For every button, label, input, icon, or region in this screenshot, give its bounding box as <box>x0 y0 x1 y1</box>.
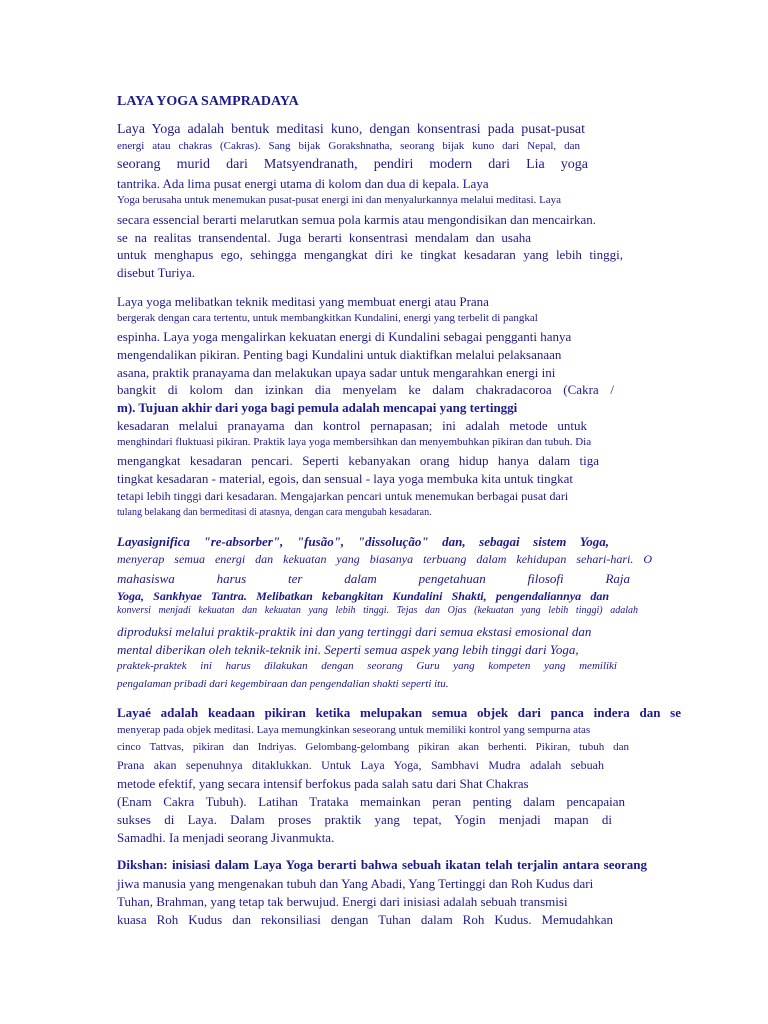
text-line: metode efektif, yang secara intensif berfokus pada salah satu dari Shat Chakras <box>117 776 529 791</box>
text-line: (Enam Cakra Tubuh). Latihan Trataka memainkan peran penting dalam pencapaian <box>117 794 625 809</box>
text-line: praktek-praktek ini harus dilakukan dengan seorang Guru yang kompeten yang memiliki <box>117 660 617 672</box>
text-line: asana, praktik pranayama dan melakukan upaya sadar untuk mengarahkan energi ini <box>117 365 556 380</box>
text-line: menyerap pada objek meditasi. Laya memungkinkan seseorang untuk memiliki kontrol yang sempurna atas <box>117 724 591 736</box>
text-line: kuasa Roh Kudus dan rekonsiliasi dengan Tuhan dalam Roh Kudus. Memudahkan <box>117 912 613 927</box>
text-line: mengangkat kesadaran pencari. Seperti kebanyakan orang hidup hanya dalam tiga <box>117 453 599 468</box>
text-line: Tuhan, Brahman, yang tetap tak berwujud. Energi dari inisiasi adalah sebuah transmisi <box>117 894 568 909</box>
text-line: espinha. Laya yoga mengalirkan kekuatan energi di Kundalini sebagai pengganti hanya <box>117 329 572 344</box>
text-line: Samadhi. Ia menjadi seorang Jivanmukta. <box>117 830 335 845</box>
text-line: konversi menjadi kekuatan dan kekuatan yang lebih tinggi. Tejas dan Ojas (kekuatan yang lebih tinggi) adalah <box>117 605 638 616</box>
text-line: bangkit di kolom dan izinkan dia menyelam ke dalam chakradacoroa (Cakra / <box>117 382 614 397</box>
text-line: Laya yoga melibatkan teknik meditasi yang membuat energi atau Prana <box>117 294 489 309</box>
text-line: menghindari fluktuasi pikiran. Praktik laya yoga membersihkan dan menyembuhkan pikiran dan tubuh. Dia <box>117 436 592 448</box>
text-line: mental diberikan oleh teknik-teknik ini. Seperti semua aspek yang lebih tinggi dari Yoga, <box>117 642 579 657</box>
text-line: diproduksi melalui praktik-praktik ini dan yang tertinggi dari semua ekstasi emosional dan <box>117 624 592 639</box>
text-line: mengendalikan pikiran. Penting bagi Kundalini untuk diaktifkan melalui pelaksanaan <box>117 347 562 362</box>
text-line: kesadaran melalui pranayama dan kontrol pernapasan; ini adalah metode untuk <box>117 418 587 433</box>
text-line: Yoga, Sankhyae Tantra. Melibatkan kebangkitan Kundalini Shakti, pengendaliannya dan <box>117 589 609 603</box>
text-line: Prana akan sepenuhnya ditaklukkan. Untuk Laya Yoga, Sambhavi Mudra adalah sebuah <box>117 758 604 772</box>
text-line: Layaé adalah keadaan pikiran ketika melupakan semua objek dari panca indera dan se <box>117 705 681 720</box>
text-line: cinco Tattvas, pikiran dan Indriyas. Gelombang-gelombang pikiran akan berhenti. Pikiran, tubuh dan <box>117 741 629 753</box>
text-line: secara essencial berarti melarutkan semua pola karmis atau mengondisikan dan mencairkan. <box>117 212 597 227</box>
text-line: Dikshan: inisiasi dalam Laya Yoga berarti bahwa sebuah ikatan telah terjalin antara seorang <box>117 857 647 872</box>
text-line: jiwa manusia yang mengenakan tubuh dan Yang Abadi, Yang Tertinggi dan Roh Kudus dari <box>117 876 594 891</box>
text-line: untuk menghapus ego, sehingga mengangkat diri ke tingkat kesadaran yang lebih tinggi, <box>117 247 623 262</box>
text-line: se na realitas transendental. Juga berarti konsentrasi mendalam dan usaha <box>117 230 531 245</box>
text-line: m). Tujuan akhir dari yoga bagi pemula adalah mencapai yang tertinggi <box>117 400 518 415</box>
text-line: tulang belakang dan bermeditasi di atasnya, dengan cara mengubah kesadaran. <box>117 507 432 518</box>
page-title: LAYA YOGA SAMPRADAYA <box>117 94 299 109</box>
text-line: tingkat kesadaran - material, egois, dan sensual - laya yoga membuka kita untuk tingkat <box>117 471 573 486</box>
text-line: menyerap semua energi dan kekuatan yang biasanya terbuang dalam kehidupan sehari-hari. O <box>117 552 652 566</box>
text-line: Laya Yoga adalah bentuk meditasi kuno, dengan konsentrasi pada pusat-pusat <box>117 122 585 137</box>
text-line: pengalaman pribadi dari kegembiraan dan pengendalian shakti seperti itu. <box>117 678 449 690</box>
text-line: energi atau chakras (Cakras). Sang bijak Gorakshnatha, seorang bijak kuno dari Nepal, dan <box>117 140 580 152</box>
text-line: tantrika. Ada lima pusat energi utama di kolom dan dua di kepala. Laya <box>117 176 489 191</box>
text-line: seorang murid dari Matsyendranath, pendiri modern dari Lia yoga <box>117 157 588 172</box>
text-line: mahasiswa harus ter dalam pengetahuan filosofi Raja <box>117 571 630 586</box>
text-line: tetapi lebih tinggi dari kesadaran. Mengajarkan pencari untuk menemukan berbagai pusat dari <box>117 489 569 503</box>
text-line: sukses di Laya. Dalam proses praktik yang tepat, Yogin menjadi mapan di <box>117 812 612 827</box>
text-line: bergerak dengan cara tertentu, untuk membangkitkan Kundalini, energi yang terbelit di pangkal <box>117 312 538 324</box>
text-line: disebut Turiya. <box>117 265 196 280</box>
text-line: Yoga berusaha untuk menemukan pusat-pusat energi ini dan menyalurkannya melalui meditasi. Laya <box>117 194 562 206</box>
text-line: Layasignifica "re-absorber", "fusão", "dissolução" dan, sebagai sistem Yoga, <box>117 534 609 549</box>
